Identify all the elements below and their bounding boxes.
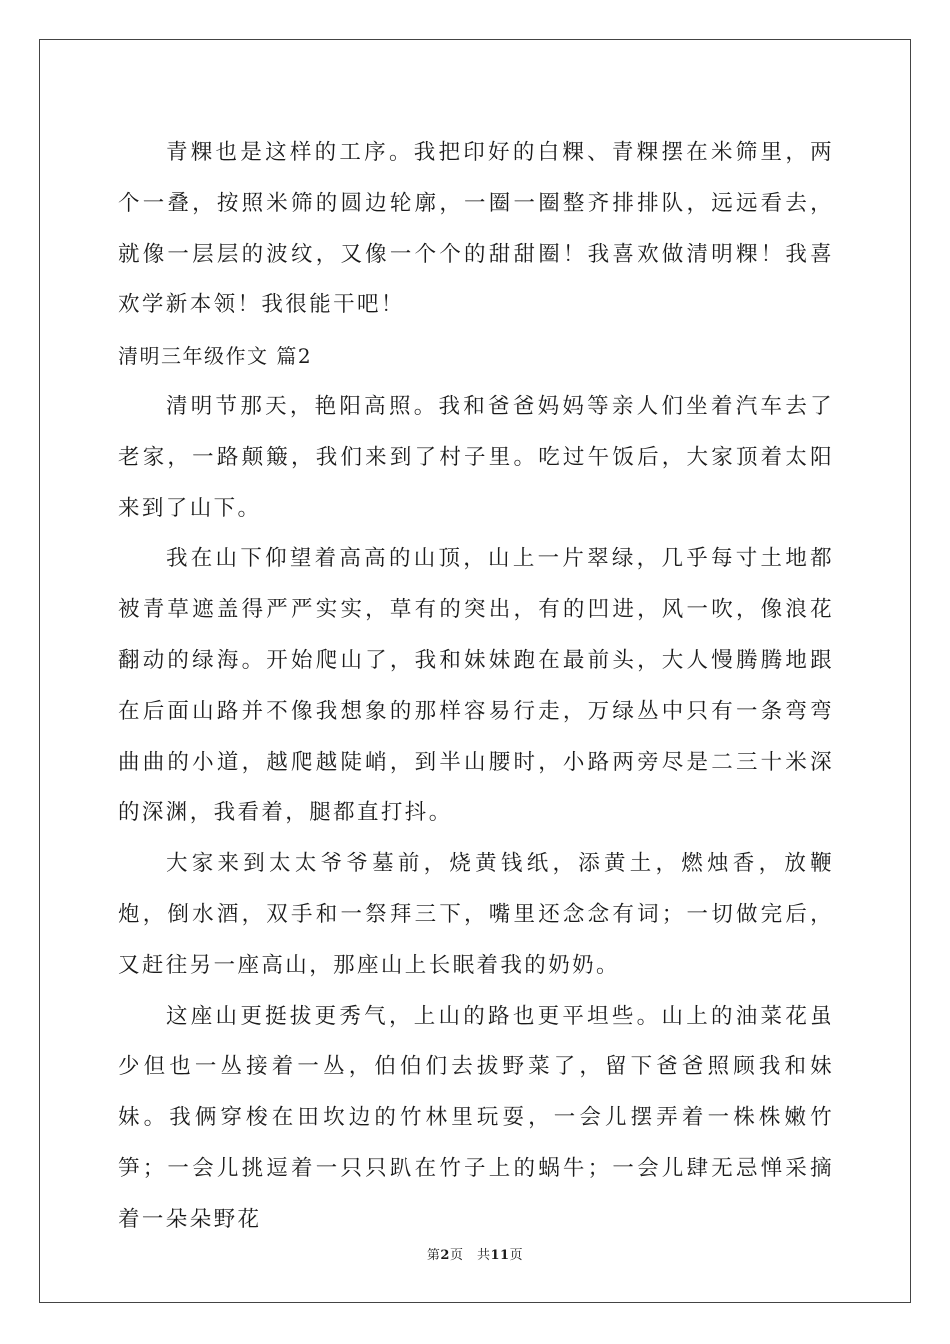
paragraph: 我在山下仰望着高高的山顶，山上一片翠绿，几乎每寸土地都被青草遮盖得严严实实，草有的突出，有的凹进，风一吹，像浪花翻动的绿海。开始爬山了，我和妹妹跑在最前头，大人慢腾腾地跟在后面山路并不像我想象的那样容易行走，万绿丛中只有一条弯弯曲曲的小道，越爬越陡峭，到半山腰时，小路两旁尽是二三十米深的深渊，我看着，腿都直打抖。	[118, 546, 834, 826]
paragraph: 青粿也是这样的工序。我把印好的白粿、青粿摆在米筛里，两个一叠，按照米筛的圆边轮廓，一圈一圈整齐排排队，远远看去，就像一层层的波纹，又像一个个的甜甜圈！我喜欢做清明粿！我喜欢学新本领！我很能干吧！	[118, 140, 834, 318]
paragraph: 这座山更挺拔更秀气，上山的路也更平坦些。山上的油菜花虽少但也一丛接着一丛，伯伯们去拔野菜了，留下爸爸照顾我和妹妹。我俩穿梭在田坎边的竹林里玩耍，一会儿摆弄着一株株嫩竹笋；一会儿挑逗着一只只趴在竹子上的蜗牛；一会儿肆无忌惮采摘着一朵朵野花	[118, 1003, 834, 1232]
page-total: 11	[490, 1248, 510, 1263]
footer-prefix: 第	[426, 1248, 441, 1263]
document-body	[118, 128, 834, 1246]
footer-suffix: 页	[509, 1248, 524, 1263]
page-number: 2	[440, 1248, 450, 1263]
page-footer	[0, 1244, 950, 1263]
section-heading: 清明三年级作文 篇2	[118, 344, 313, 369]
paragraph: 清明节那天，艳阳高照。我和爸爸妈妈等亲人们坐着汽车去了老家，一路颠簸，我们来到了村子里。吃过午饭后，大家顶着太阳来到了山下。	[118, 393, 834, 521]
paragraph: 大家来到太太爷爷墓前，烧黄钱纸，添黄土，燃烛香，放鞭炮，倒水酒，双手和一祭拜三下，嘴里还念念有词；一切做完后，又赶往另一座高山，那座山上长眠着我的奶奶。	[118, 851, 834, 978]
footer-mid: 页 共	[449, 1248, 491, 1263]
